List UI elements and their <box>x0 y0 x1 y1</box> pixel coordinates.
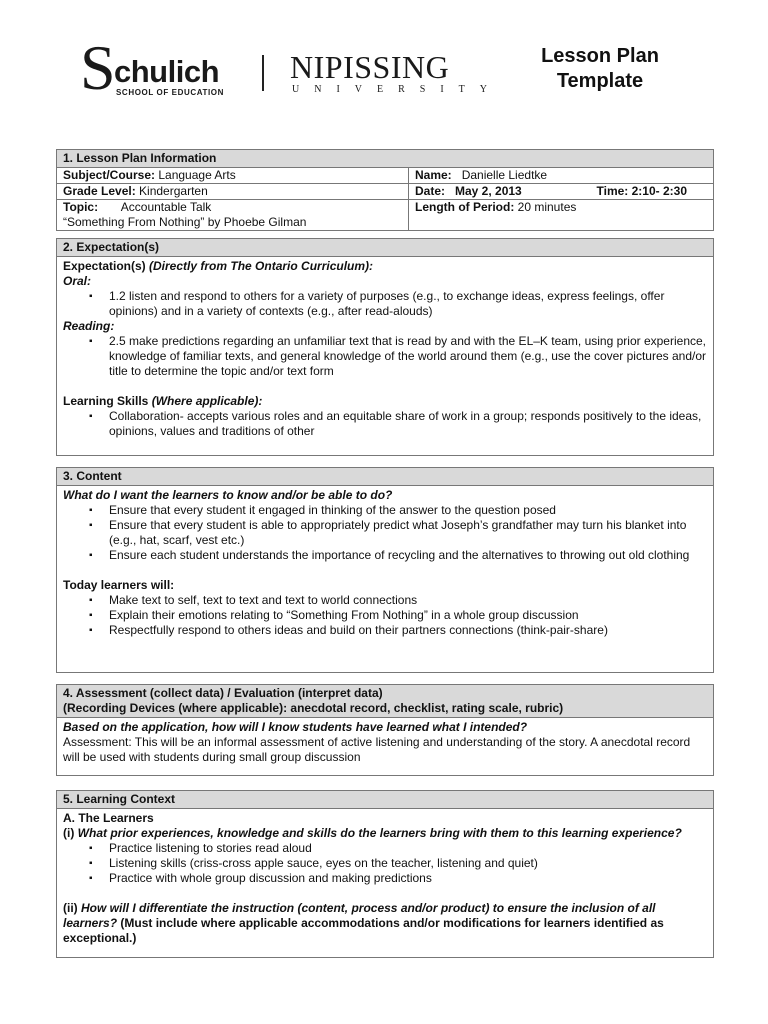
list-item: ▪ Collaboration- accepts various roles and an equitable share of work in a group; responds positively to the ideas, opinions, values and traditions of other <box>109 409 707 439</box>
date-time-cell <box>409 184 714 200</box>
topic-book: “Something From Nothing” by Phoebe Gilman <box>63 215 307 229</box>
reading-heading: Reading: <box>63 319 115 333</box>
list-item: ▪ 2.5 make predictions regarding an unfamiliar text that is read by and with the EL–K team, using prior experience, knowledge of familiar texts, and general knowledge of the world around them (e.g., use the cover pictures and/or title to determine the topic and/or text form <box>109 334 707 379</box>
grade-label: Grade Level: <box>63 184 136 198</box>
section-content <box>56 467 714 673</box>
assessment-question: Based on the application, how will I know students have learned what I intended? <box>63 720 528 734</box>
document-title-line2: Template <box>556 70 644 92</box>
grade-cell <box>57 184 409 200</box>
section-heading <box>57 685 713 718</box>
today-learners-list <box>63 593 707 638</box>
list-item: ▪ Explain their emotions relating to “Something From Nothing” in a whole group discussion <box>109 608 707 623</box>
section-body <box>57 486 713 640</box>
section-heading: 5. Learning Context <box>57 791 713 809</box>
subject-value: Language Arts <box>155 168 236 182</box>
nipissing-logo-subtitle: UNIVERSITY <box>292 84 502 95</box>
topic-value: Accountable Talk <box>98 200 212 214</box>
schulich-logo-word: chulich <box>114 54 220 89</box>
grade-value: Kindergarten <box>135 184 208 198</box>
schulich-logo <box>80 32 250 103</box>
differentiation-question <box>63 901 707 946</box>
topic-cell <box>57 200 409 231</box>
subject-label: Subject/Course: <box>63 168 156 182</box>
list-item: ▪ Practice listening to stories read aloud <box>109 841 707 856</box>
question-note: (Must include where applicable accommodations and/or modifications for learners identified as exceptional.) <box>63 916 664 945</box>
expectations-label <box>63 259 707 274</box>
section-body <box>57 257 713 441</box>
question-text: What prior experiences, knowledge and skills do the learners bring with them to this learning experience? <box>77 826 682 840</box>
list-item: ▪ Respectfully respond to others ideas and build on their partners connections (think-pair-share) <box>109 623 707 638</box>
table-row <box>57 184 713 200</box>
section-heading: 1. Lesson Plan Information <box>57 150 713 168</box>
learners-subheading: A. The Learners <box>63 811 154 825</box>
name-label: Name: <box>415 168 452 182</box>
oral-list <box>63 289 707 319</box>
topic-label: Topic: <box>63 200 99 214</box>
question-text: How will I differentiate the instruction (content, process and/or product) to ensure the inclusion of all learners? <box>63 901 656 930</box>
section-expectations <box>56 238 714 456</box>
schulich-logo-letter: S <box>80 32 116 103</box>
spacer <box>63 886 707 901</box>
document-header <box>0 0 768 130</box>
list-item: ▪ Make text to self, text to text and text to world connections <box>109 593 707 608</box>
assessment-answer: Assessment: This will be an informal assessment of active listening and understanding of the story. A anecdotal record will be used with students during small group discussion <box>63 735 691 764</box>
nipissing-logo-word: NIPISSING <box>290 49 450 85</box>
section-heading-line1: 4. Assessment (collect data) / Evaluation (interpret data) <box>63 686 383 700</box>
time-label: Time: 2:10- 2:30 <box>596 184 687 198</box>
list-item: ▪ 1.2 listen and respond to others for a variety of purposes (e.g., to exchange ideas, express feelings, offer opinions) and in a variety of contexts (e.g., after read-alouds) <box>109 289 707 319</box>
list-item: ▪ Ensure each student understands the importance of recycling and the alternatives to throwing out old clothing <box>109 548 707 563</box>
length-value: 20 minutes <box>514 200 577 214</box>
section-heading: 3. Content <box>57 468 713 486</box>
learning-skills-label <box>63 394 707 409</box>
date-label: Date: May 2, 2013 <box>415 184 522 198</box>
learning-skills-text: Learning Skills <box>63 394 152 408</box>
name-value: Danielle Liedtke <box>451 168 548 182</box>
section-heading: 2. Expectation(s) <box>57 239 713 257</box>
reading-list <box>63 334 707 379</box>
section-body <box>57 718 713 767</box>
table-row <box>57 200 713 231</box>
table-row <box>57 168 713 184</box>
length-cell <box>409 200 714 231</box>
content-question: What do I want the learners to know and/or be able to do? <box>63 488 393 502</box>
expectations-label-text: Expectation(s) <box>63 259 150 273</box>
section-heading-line2: (Recording Devices (where applicable): anecdotal record, checklist, rating scale, rubric) <box>63 701 564 715</box>
document-title <box>520 44 680 94</box>
learning-skills-qualifier: (Where applicable): <box>151 394 263 408</box>
question-number: (i) <box>63 826 78 840</box>
section-body <box>57 809 713 948</box>
oral-heading: Oral: <box>63 274 92 288</box>
prior-experience-list <box>63 841 707 886</box>
name-cell <box>409 168 714 184</box>
length-label: Length of Period: <box>415 200 515 214</box>
prior-experience-question <box>63 826 707 841</box>
list-item: ▪ Ensure that every student it engaged in thinking of the answer to the question posed <box>109 503 707 518</box>
learning-skills-list <box>63 409 707 439</box>
section-assessment <box>56 684 714 776</box>
section-learning-context <box>56 790 714 958</box>
expectations-label-source: (Directly from The Ontario Curriculum): <box>149 259 374 273</box>
lesson-info-table <box>57 168 713 230</box>
question-number: (ii) <box>63 901 81 915</box>
spacer <box>63 563 707 578</box>
spacer <box>63 379 707 394</box>
document-title-line1: Lesson Plan <box>541 45 659 67</box>
section-lesson-plan-information <box>56 149 714 231</box>
logo-divider <box>262 55 264 91</box>
list-item: ▪ Practice with whole group discussion and making predictions <box>109 871 707 886</box>
list-item: ▪ Listening skills (criss-cross apple sauce, eyes on the teacher, listening and quiet) <box>109 856 707 871</box>
today-learners-label: Today learners will: <box>63 578 175 592</box>
content-list <box>63 503 707 563</box>
subject-cell <box>57 168 409 184</box>
schulich-logo-subtitle: SCHOOL OF EDUCATION <box>116 88 224 97</box>
list-item: ▪ Ensure that every student is able to appropriately predict what Joseph’s grandfather may turn his blanket into (e.g., hat, scarf, vest etc.) <box>109 518 707 548</box>
